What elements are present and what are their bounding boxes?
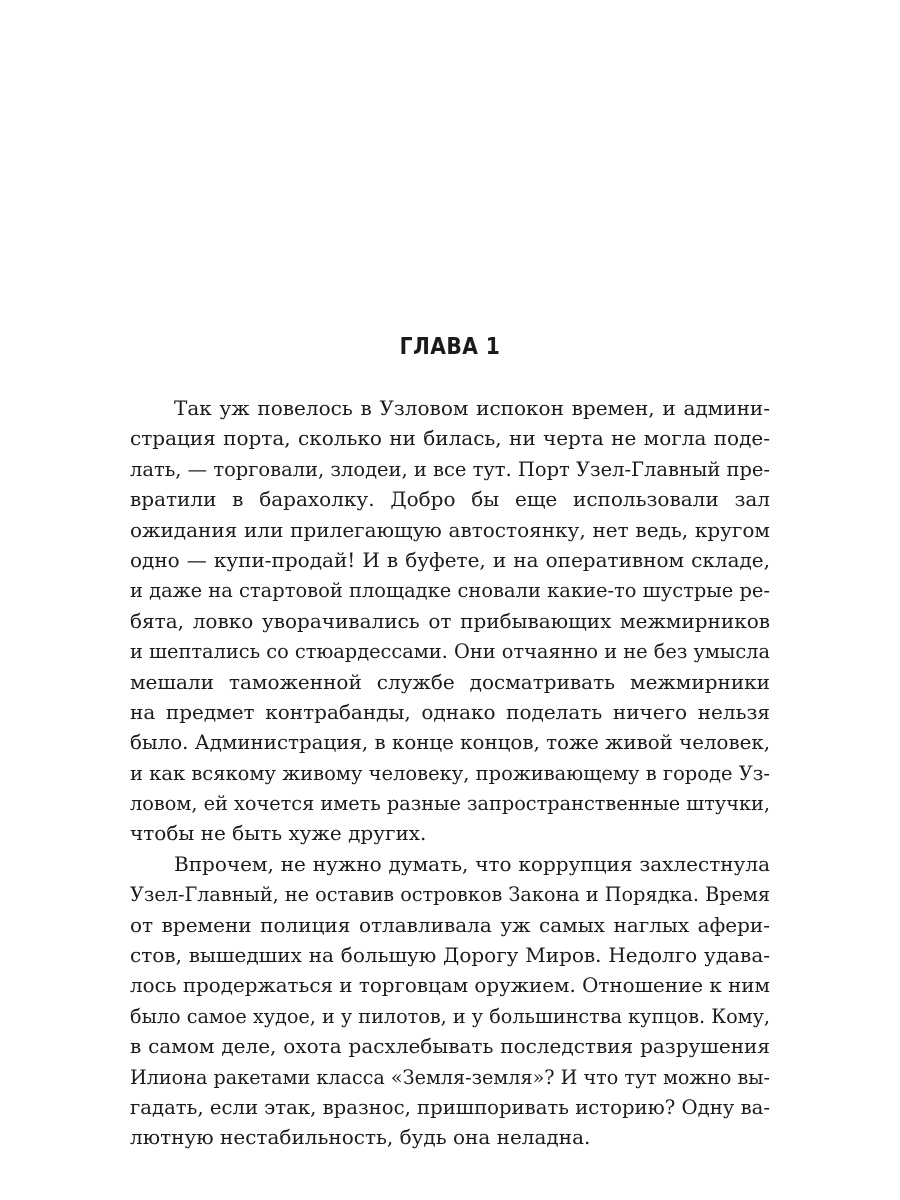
paragraph-1 bbox=[130, 393, 770, 849]
text-line bbox=[130, 788, 770, 818]
text-line-content: страция порта, сколько ни билась, ни черта не могла поде- bbox=[130, 426, 770, 451]
text-line-content: Впрочем, не нужно думать, что коррупция захлестнула bbox=[174, 851, 770, 876]
chapter-body bbox=[130, 393, 770, 1153]
text-line bbox=[130, 1031, 770, 1061]
text-line-content: бята, ловко уворачивались от прибывающих межмирников bbox=[130, 608, 770, 633]
text-line bbox=[130, 910, 770, 940]
text-line bbox=[130, 727, 770, 757]
text-line bbox=[130, 545, 770, 575]
paragraph-2 bbox=[130, 849, 770, 1153]
text-line bbox=[130, 423, 770, 453]
text-line bbox=[130, 940, 770, 970]
text-line bbox=[130, 1062, 770, 1092]
text-line bbox=[130, 606, 770, 636]
text-line-content: одно — купи-продай! И в буфете, и на оперативном складе, bbox=[130, 547, 770, 572]
text-line-content: было самое худое, и у пилотов, и у большинства купцов. Кому, bbox=[130, 1003, 770, 1028]
text-line-content: ловом, ей хочется иметь разные запространственные штучки, bbox=[130, 791, 770, 816]
text-line bbox=[130, 393, 770, 423]
text-line bbox=[130, 697, 770, 727]
text-line bbox=[130, 454, 770, 484]
text-line bbox=[130, 575, 770, 605]
text-line-content: Так уж повелось в Узловом испокон времен, и админи- bbox=[174, 396, 770, 420]
text-line-content: вратили в барахолку. Добро бы еще использовали зал bbox=[130, 487, 770, 512]
text-line bbox=[130, 970, 770, 1000]
text-line bbox=[130, 515, 770, 545]
text-line-content: ожидания или прилегающую автостоянку, нет ведь, кругом bbox=[130, 517, 770, 542]
text-line bbox=[130, 1122, 770, 1152]
text-line-content: и даже на стартовой площадке сновали какие-то шустрые ре- bbox=[130, 578, 770, 603]
text-line bbox=[130, 758, 770, 788]
text-line-content: лать, — торговали, злодеи, и все тут. Порт Узел-Главный пре- bbox=[130, 456, 770, 481]
text-line bbox=[130, 818, 770, 848]
text-line bbox=[130, 1092, 770, 1122]
text-line-content: было. Администрация, в конце концов, тоже живой человек, bbox=[130, 730, 770, 755]
text-line-content: Узел-Главный, не оставив островков Закона и Порядка. Время bbox=[130, 882, 770, 907]
text-line-content: и шептались со стюардессами. Они отчаянно и не без умысла bbox=[130, 639, 770, 664]
text-line bbox=[130, 879, 770, 909]
text-line-content: Илиона ракетами класса «Земля-земля»? И что тут можно вы- bbox=[130, 1064, 770, 1089]
text-line-content: в самом деле, охота расхлебывать последствия разрушения bbox=[130, 1034, 770, 1059]
text-line-content: стов, вышедших на большую Дорогу Миров. Недолго удава- bbox=[130, 943, 770, 968]
text-line-content: мешали таможенной службе досматривать межмирники bbox=[130, 669, 770, 694]
text-line bbox=[130, 667, 770, 697]
text-line-content: от времени полиция отлавливала уж самых наглых афери- bbox=[130, 912, 770, 937]
text-line-content: и как всякому живому человеку, проживающему в городе Уз- bbox=[130, 760, 770, 785]
text-line-content: чтобы не быть хуже других. bbox=[130, 821, 427, 846]
text-line-content: гадать, если этак, вразнос, пришпоривать историю? Одну ва- bbox=[130, 1094, 770, 1119]
text-line-content: на предмет контрабанды, однако поделать ничего нельзя bbox=[130, 699, 770, 724]
chapter-title: ГЛАВА 1 bbox=[399, 334, 501, 360]
text-line bbox=[130, 484, 770, 514]
text-line bbox=[130, 849, 770, 879]
text-line-content: лютную нестабильность, будь она неладна. bbox=[130, 1125, 591, 1150]
text-line-content: лось продержаться и торговцам оружием. Отношение к ним bbox=[130, 973, 770, 998]
text-line bbox=[130, 636, 770, 666]
text-line bbox=[130, 1001, 770, 1031]
